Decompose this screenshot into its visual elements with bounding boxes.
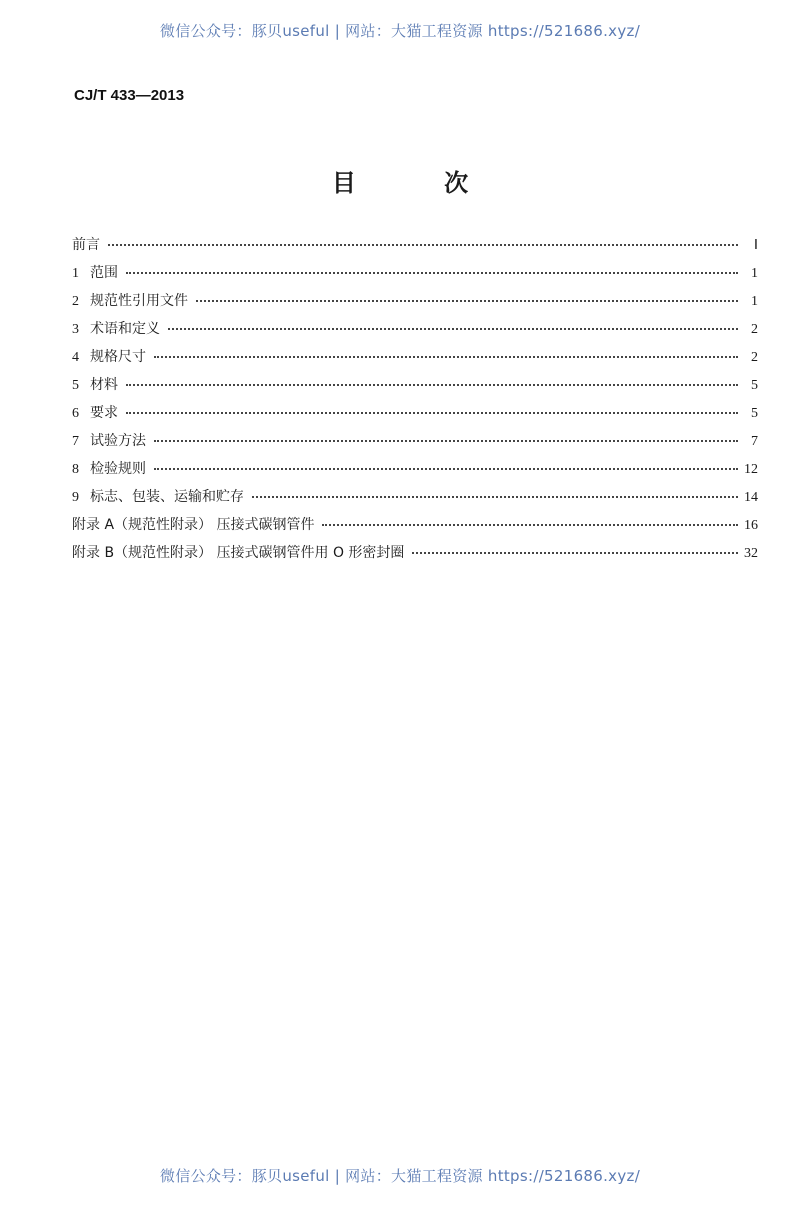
toc-label: 术语和定义 xyxy=(90,321,160,337)
watermark-top: 微信公众号：豚贝useful | 网站：大猫工程资源 https://521686.xyz/ xyxy=(159,22,641,40)
toc-label: 检验规则 xyxy=(90,461,146,477)
toc-entry-3[interactable] xyxy=(72,318,758,346)
toc-label: 规格尺寸 xyxy=(90,349,146,365)
toc-label: 标志、包装、运输和贮存 xyxy=(90,489,244,505)
toc-entry-2[interactable] xyxy=(72,290,758,318)
toc-number: 8 xyxy=(72,462,79,477)
toc-page: Ⅰ xyxy=(753,238,758,253)
toc-leader xyxy=(322,523,738,526)
toc-label: 材料 xyxy=(90,377,118,393)
toc-page: 16 xyxy=(744,518,758,533)
toc-page: 12 xyxy=(744,462,758,477)
standard-code: CJ/T 433—2013 xyxy=(74,87,185,104)
toc-number: 5 xyxy=(72,378,79,393)
toc-entry-foreword[interactable] xyxy=(72,234,758,262)
toc-number: 1 xyxy=(72,266,79,281)
toc-number: 3 xyxy=(72,322,79,337)
toc-leader xyxy=(252,495,738,498)
toc-label: 附录 B（规范性附录） 压接式碳钢管件用 O 形密封圈 xyxy=(72,545,405,561)
toc-leader xyxy=(154,355,738,358)
toc-entry-5[interactable] xyxy=(72,374,758,402)
toc-leader xyxy=(168,327,738,330)
toc-leader xyxy=(108,243,738,246)
toc-leader xyxy=(412,551,738,554)
toc-label: 规范性引用文件 xyxy=(90,293,188,309)
toc-label: 附录 A（规范性附录） 压接式碳钢管件 xyxy=(72,517,315,533)
toc-label: 试验方法 xyxy=(90,433,146,449)
toc-number: 9 xyxy=(72,490,79,505)
watermark-bottom: 微信公众号：豚贝useful | 网站：大猫工程资源 https://521686.xyz/ xyxy=(159,1167,641,1185)
toc-page: 2 xyxy=(751,322,758,337)
toc-entry-8[interactable] xyxy=(72,458,758,486)
toc-entry-6[interactable] xyxy=(72,402,758,430)
toc-entry-1[interactable] xyxy=(72,262,758,290)
toc-page: 5 xyxy=(751,378,758,393)
toc-page: 14 xyxy=(744,490,758,505)
toc-page: 32 xyxy=(744,546,758,561)
toc-number: 4 xyxy=(72,350,79,365)
toc-leader xyxy=(154,467,738,470)
toc-label: 要求 xyxy=(90,405,118,421)
page-title: 目 次 xyxy=(331,169,509,197)
toc-number: 7 xyxy=(72,434,79,449)
toc-number: 6 xyxy=(72,406,79,421)
toc-entry-4[interactable] xyxy=(72,346,758,374)
table-of-contents xyxy=(72,234,758,570)
toc-label: 前言 xyxy=(72,237,100,253)
toc-page: 1 xyxy=(751,294,758,309)
toc-entry-7[interactable] xyxy=(72,430,758,458)
toc-leader xyxy=(154,439,738,442)
toc-page: 5 xyxy=(751,406,758,421)
toc-leader xyxy=(126,411,738,414)
toc-page: 2 xyxy=(751,350,758,365)
toc-number: 2 xyxy=(72,294,79,309)
toc-entry-annex-a[interactable] xyxy=(72,514,758,542)
toc-label: 范围 xyxy=(90,265,118,281)
toc-leader xyxy=(196,299,738,302)
toc-entry-9[interactable] xyxy=(72,486,758,514)
toc-page: 1 xyxy=(751,266,758,281)
toc-leader xyxy=(126,383,738,386)
toc-leader xyxy=(126,271,738,274)
toc-entry-annex-b[interactable] xyxy=(72,542,758,570)
toc-page: 7 xyxy=(751,434,758,449)
